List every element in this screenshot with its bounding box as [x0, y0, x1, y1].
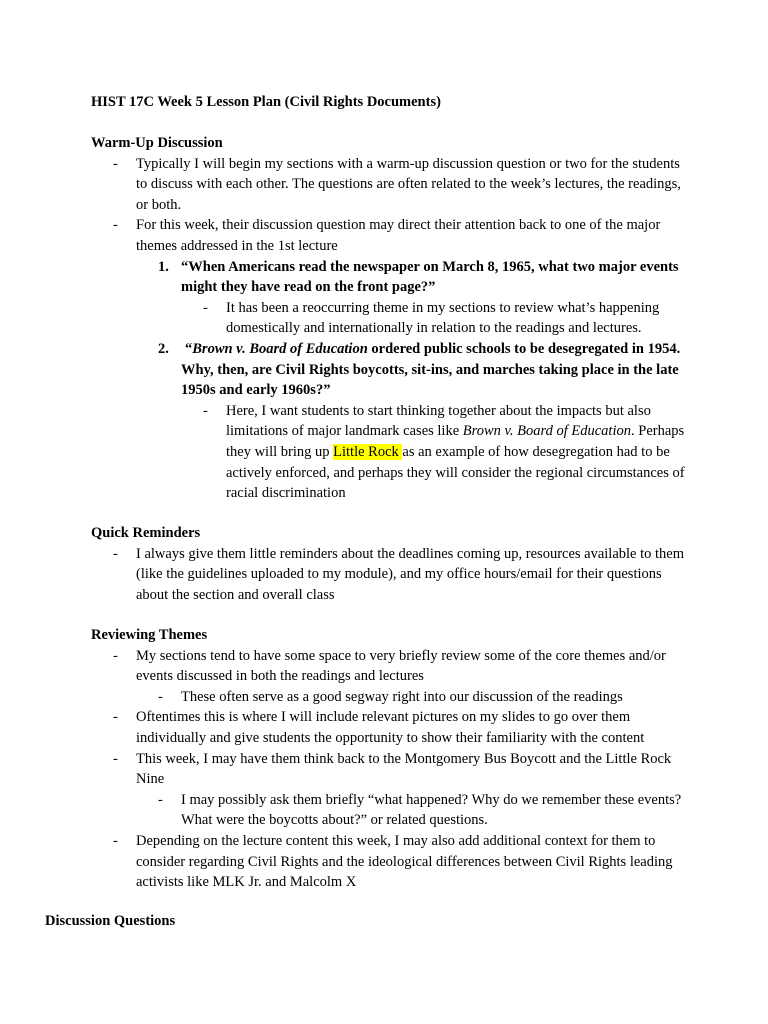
question-number: 1.	[158, 258, 169, 275]
bullet-dash: -	[113, 832, 118, 849]
warmup-heading: Warm-Up Discussion	[91, 135, 223, 151]
list-item	[91, 298, 691, 339]
list-item	[91, 544, 691, 606]
bullet-dash: -	[113, 217, 118, 234]
list-item	[91, 646, 691, 687]
list-item	[91, 831, 691, 893]
list-item	[91, 707, 691, 748]
list-item	[91, 790, 691, 831]
bullet-dash: -	[158, 688, 163, 705]
list-item	[91, 401, 691, 504]
list-item-text: For this week, their discussion question may direct their attention back to one of the major themes addressed in the 1st lecture	[136, 217, 661, 254]
bullet-dash: -	[158, 791, 163, 808]
highlighted-text: Little Rock	[333, 443, 403, 460]
list-item-text: My sections tend to have some space to very briefly review some of the core themes and/or events discussed in both the readings and lectures	[136, 647, 666, 685]
bullet-dash: -	[203, 402, 208, 419]
list-item	[91, 154, 691, 216]
bullet-dash: -	[203, 299, 208, 316]
case-name: Brown v. Board of Education	[192, 340, 368, 357]
question-note: as an example of how desegregation had to be actively enforced, and perhaps they will consider the regional circumstances of racial discrimination	[226, 443, 685, 502]
list-item	[91, 215, 691, 256]
question-open-quote: “	[185, 340, 193, 357]
question-number: 2.	[158, 340, 169, 357]
case-name: Brown v. Board of Education	[462, 423, 631, 440]
bullet-dash: -	[113, 647, 118, 664]
list-item	[91, 687, 691, 708]
question-note: It has been a reoccurring theme in my sections to review what’s happening domestically and internationally in relation to the readings and lectures.	[226, 299, 660, 337]
list-item-text: I may possibly ask them briefly “what happened? Why do we remember these events? What were the boycotts about?” or related questions.	[181, 791, 682, 829]
list-item-text: I always give them little reminders about the deadlines coming up, resources available to them (like the guidelines uploaded to my module), and my office hours/email for their questions about the section and overall class	[136, 545, 685, 603]
bullet-dash: -	[113, 545, 118, 562]
reminders-section	[91, 523, 691, 605]
question-text: “When Americans read the newspaper on March 8, 1965, what two major events might they have read on the front page?”	[181, 258, 679, 296]
question-item-2	[91, 339, 691, 401]
question-text: ordered public schools to be desegregated in 1954. Why, then, are Civil Rights boycotts, sit-ins, and marches taking place in the late 1950s and early 1960s?”	[181, 340, 681, 399]
reminders-heading: Quick Reminders	[91, 525, 201, 541]
bullet-dash: -	[113, 750, 118, 767]
discussion-heading: Discussion Questions	[45, 913, 176, 929]
bullet-dash: -	[113, 155, 118, 172]
list-item	[91, 749, 691, 790]
document-title: HIST 17C Week 5 Lesson Plan (Civil Rights Documents)	[91, 94, 441, 110]
list-item-text: Depending on the lecture content this week, I may also add additional context for them to consider regarding Civil Rights and the ideological differences between Civil Rights leading activists like MLK Jr. and Malcolm X	[136, 832, 673, 891]
list-item-text: This week, I may have them think back to the Montgomery Bus Boycott and the Little Rock Nine	[136, 750, 672, 788]
list-item-text: Typically I will begin my sections with a warm-up discussion question or two for the students to discuss with each other. The questions are often related to the week’s lectures, the readings, or both.	[136, 155, 681, 213]
themes-heading: Reviewing Themes	[91, 627, 208, 643]
list-item-text: These often serve as a good segway right into our discussion of the readings	[181, 688, 623, 705]
question-item-1	[91, 257, 691, 298]
question-note: . Perhaps they will bring up	[226, 423, 685, 460]
themes-section	[91, 625, 691, 893]
question-note: Here, I want students to start thinking together about the impacts but also limitations of major landmark cases like	[226, 402, 651, 440]
warmup-section	[91, 133, 691, 504]
list-item-text: Oftentimes this is where I will include relevant pictures on my slides to go over them individually and give students the opportunity to show their familiarity with the content	[136, 709, 645, 746]
bullet-dash: -	[113, 709, 118, 726]
